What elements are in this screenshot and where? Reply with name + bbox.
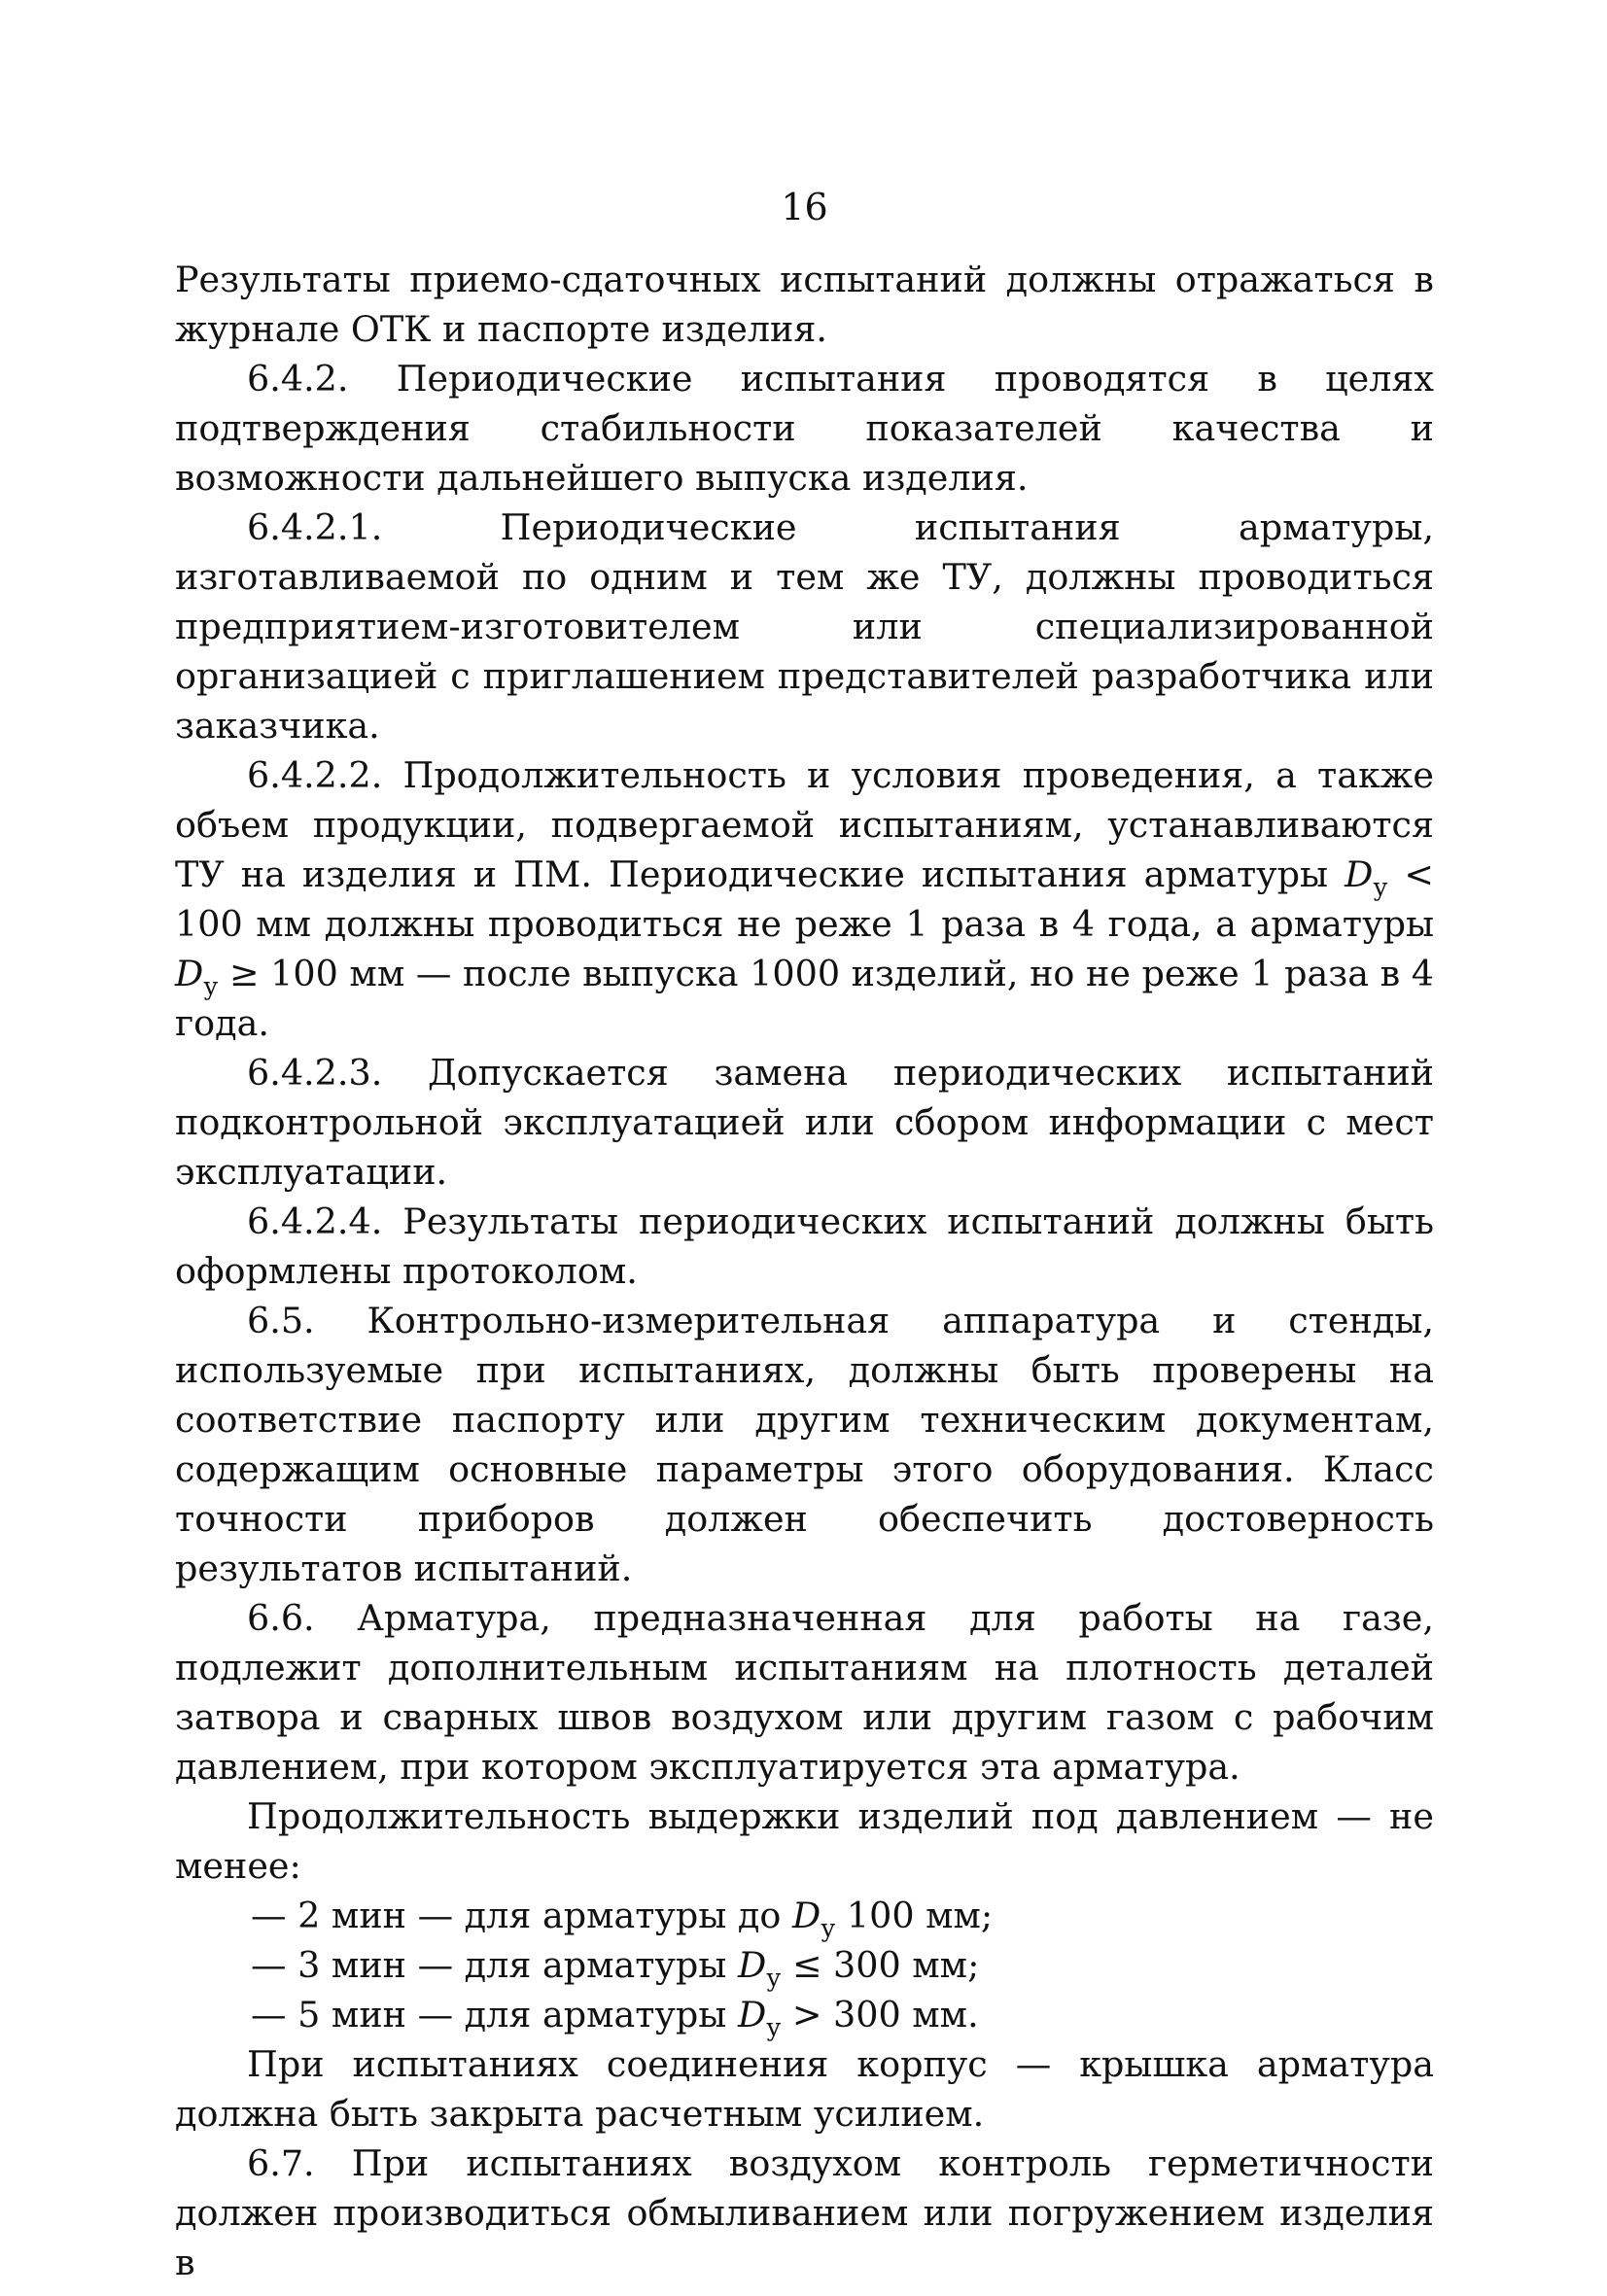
list-item-text: > 300 мм. xyxy=(781,1994,979,2035)
dy-letter: D xyxy=(175,953,204,994)
list-item xyxy=(175,1940,1434,1993)
paragraph-6-4-2-3: 6.4.2.3. Допускается замена периодических испытаний подконтрольной эксплуатацией или сбором информации с мест эксплуатации. xyxy=(175,1052,1434,1193)
dy-symbol xyxy=(737,1994,782,2042)
list-item xyxy=(175,1990,1434,2042)
dy-letter: D xyxy=(1345,853,1374,895)
dy-symbol xyxy=(737,1944,782,1993)
dy-letter: D xyxy=(791,1895,821,1936)
paragraph-6-4-2-2-part-1: 6.4.2.2. Продолжительность и условия проведения, а также объем продукции, подвергаемой испытаниям, устанавливаются ТУ на изделия и ПМ. Периодические испытания арматуры xyxy=(175,754,1434,895)
paragraph-body-cover: При испытаниях соединения корпус — крышка арматура должна быть закрыта расчетным усилием. xyxy=(175,2043,1434,2135)
paragraph-duration: Продолжительность выдержки изделий под давлением — не менее: xyxy=(175,1795,1434,1887)
list-item-text: — 5 мин — для арматуры xyxy=(251,1994,738,2035)
dy-subscript: у xyxy=(203,971,219,1001)
list-item-text: 100 мм; xyxy=(835,1895,994,1936)
list-item-text: — 3 мин — для арматуры xyxy=(251,1944,738,1986)
paragraph-6-7: 6.7. При испытаниях воздухом контроль герметичности должен производиться обмыливанием или погружением изделия в xyxy=(175,2142,1434,2283)
dy-letter: D xyxy=(737,1944,767,1986)
list-item-text: — 2 мин — для арматуры до xyxy=(251,1895,792,1936)
dy-letter: D xyxy=(737,1994,767,2035)
paragraph-6-4-2-2 xyxy=(175,750,1434,1048)
paragraph-6-4-2-2-part-2: < 100 мм должны проводиться не реже 1 раза в 4 года, а арматуры xyxy=(175,853,1434,945)
dy-symbol xyxy=(791,1895,836,1943)
paragraph-6-6: 6.6. Арматура, предназначенная для работы на газе, подлежит дополнительным испытаниям на плотность деталей затвора и сварных швов воздухом или другим газом с рабочим давлением, при котором эксплуатируется эта арматура. xyxy=(175,1597,1434,1788)
document-body xyxy=(175,255,1434,2287)
dy-subscript: у xyxy=(821,1913,836,1943)
document-page xyxy=(175,185,1434,2287)
dy-symbol xyxy=(1345,853,1388,902)
list-item-text: ≤ 300 мм; xyxy=(781,1944,980,1986)
dy-subscript: у xyxy=(1373,872,1388,902)
page-number: 16 xyxy=(781,186,828,228)
paragraph-6-5: 6.5. Контрольно-измерительная аппаратура и стенды, используемые при испытаниях, должны быть проверены на соответствие паспорту или другим техническим документам, содержащим основные параметры этого оборудования. Класс точности приборов должен обеспечить достоверность результатов испытаний. xyxy=(175,1300,1434,1589)
paragraph-6-4-2-2-part-3: ≥ 100 мм — после выпуска 1000 изделий, но не реже 1 раза в 4 года. xyxy=(175,953,1434,1044)
dy-subscript: у xyxy=(766,2012,782,2042)
dy-symbol xyxy=(175,953,219,1001)
paragraph-results-acceptance: Результаты приемо-сдаточных испытаний должны отражаться в журнале ОТК и паспорте изделия. xyxy=(175,259,1434,350)
list-item xyxy=(175,1891,1434,1943)
paragraph-6-4-2-4: 6.4.2.4. Результаты периодических испытаний должны быть оформлены протоколом. xyxy=(175,1200,1434,1292)
paragraph-6-4-2: 6.4.2. Периодические испытания проводятся в целях подтверждения стабильности показателей качества и возможности дальнейшего выпуска изделия. xyxy=(175,358,1434,499)
dy-subscript: у xyxy=(766,1963,782,1993)
paragraph-6-4-2-1: 6.4.2.1. Периодические испытания арматуры, изготавливаемой по одним и тем же ТУ, должны проводиться предприятием-изготовителем или специализированной организацией с приглашением представителей разработчика или заказчика. xyxy=(175,506,1434,747)
